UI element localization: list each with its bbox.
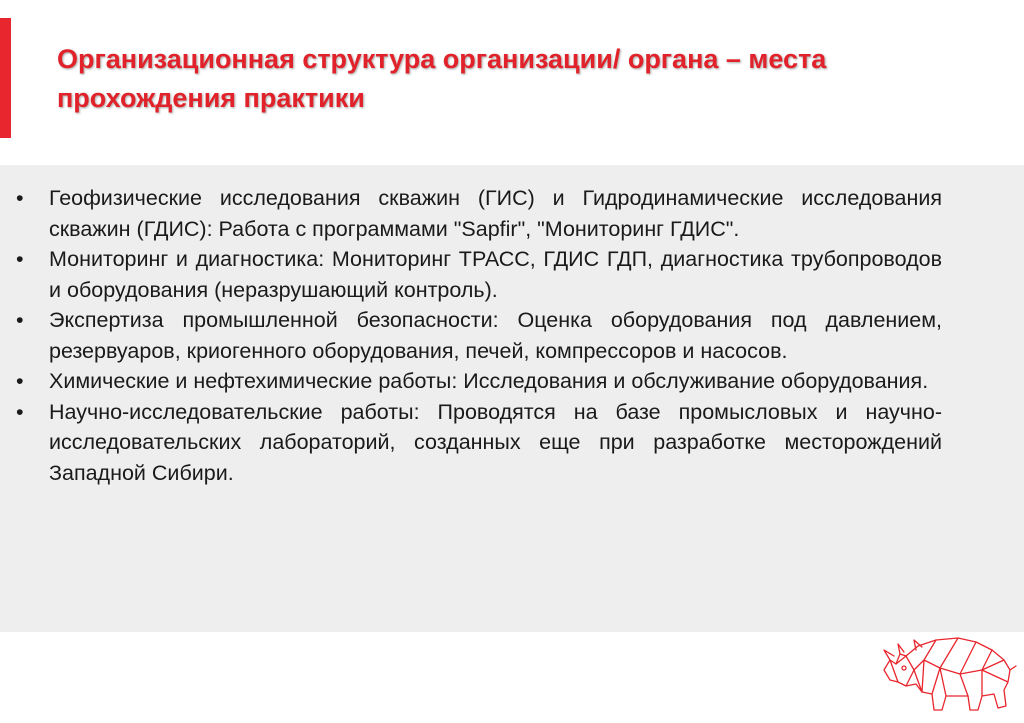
list-item: [14, 244, 942, 305]
bullet-marker: •: [16, 369, 24, 393]
bullet-marker: •: [16, 186, 24, 210]
bullet-text: Экспертиза промышленной безопасности: Оценка оборудования под давлением, резервуаров, криогенного оборудования, печей, компрессоров и насосов.: [49, 308, 942, 363]
list-item: [14, 305, 942, 366]
bullet-text: Геофизические исследования скважин (ГИС) и Гидродинамические исследования скважин (ГДИС): Работа с программами "Sapfir", "Мониторинг ГДИС".: [49, 186, 942, 241]
slide-title: Организационная структура организации/ органа – места прохождения практики: [57, 44, 827, 113]
bullet-list: [14, 183, 942, 488]
bullet-text: Химические и нефтехимические работы: Исследования и обслуживание оборудования.: [49, 369, 929, 393]
rhino-logo-icon: [880, 630, 1018, 714]
accent-bar: [0, 18, 11, 138]
bullet-marker: •: [16, 399, 24, 424]
list-item: [14, 183, 942, 244]
bullet-marker: •: [16, 247, 24, 271]
bullet-text: Мониторинг и диагностика: Мониторинг ТРАСС, ГДИС ГДП, диагностика трубопроводов и оборудования (неразрушающий контроль).: [49, 247, 942, 302]
list-item: [14, 366, 942, 397]
bullet-marker: •: [16, 308, 24, 332]
bullet-text: Научно-исследовательские работы: Проводятся на базе промысловых и научно-исследовательских лабораторий, созданных еще при разработке месторождений Западной Сибири.: [49, 399, 942, 485]
list-item: [14, 397, 942, 489]
